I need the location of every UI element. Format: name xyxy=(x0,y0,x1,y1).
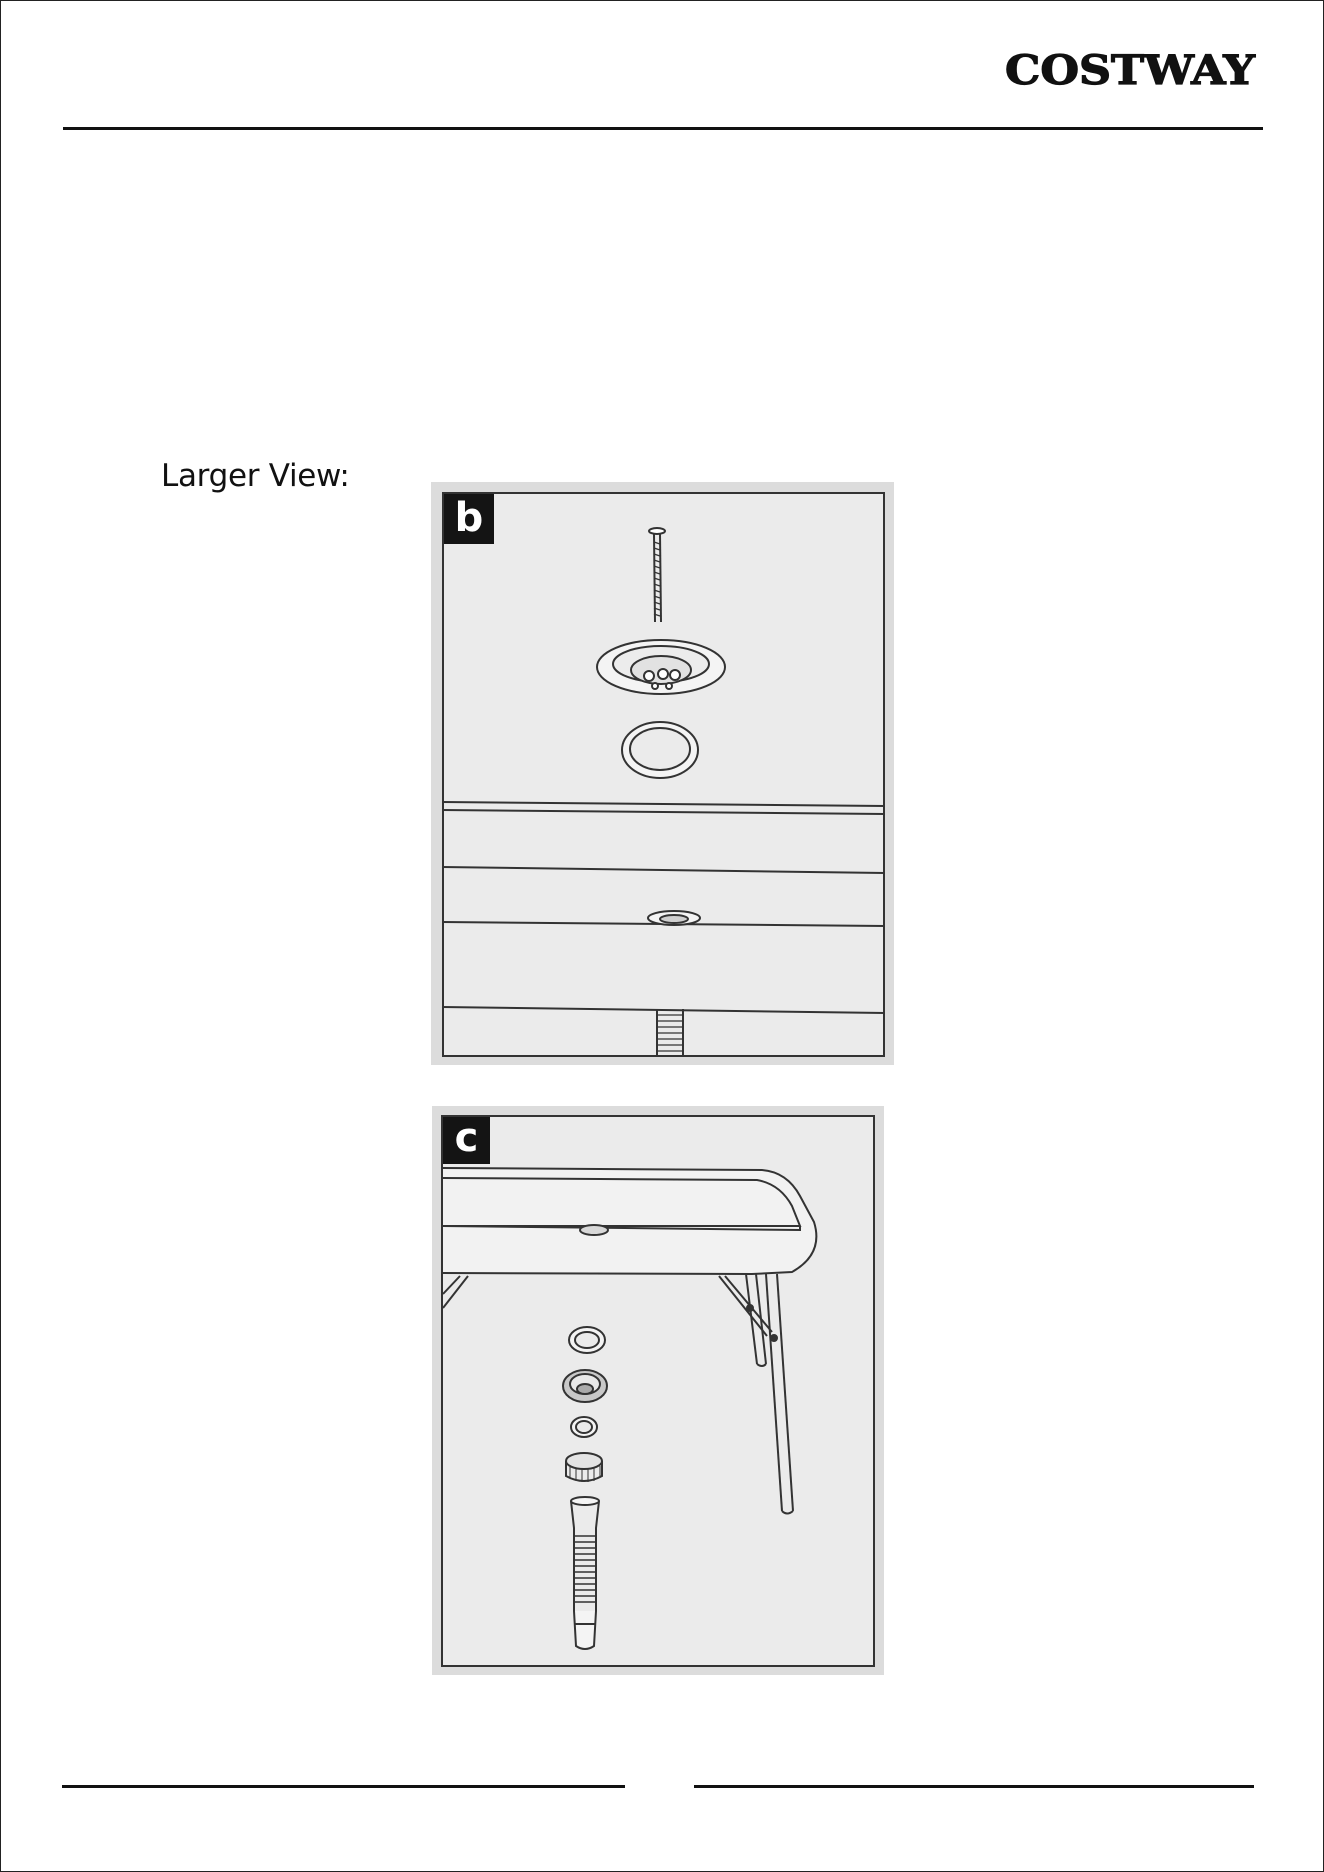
table-drain-illustration xyxy=(432,1106,884,1675)
illustration-panel-b xyxy=(431,482,894,1065)
footer-rule-left xyxy=(62,1785,625,1788)
sink-cross-section xyxy=(442,802,885,1013)
strainer-icon xyxy=(597,640,725,694)
table-drain-hole-icon xyxy=(580,1225,608,1235)
section-heading: Larger View: xyxy=(161,458,350,494)
illustration-panel-c xyxy=(432,1106,884,1675)
lock-nut-icon xyxy=(566,1453,602,1482)
small-washer-icon xyxy=(571,1417,597,1437)
drain-hose-icon xyxy=(657,1009,683,1057)
top-washer-icon xyxy=(569,1327,605,1353)
panel-b-label: b xyxy=(444,494,494,544)
drain-assembly-illustration xyxy=(431,482,894,1065)
panel-c-label: c xyxy=(443,1117,490,1164)
brand-wordmark: COSTWAY xyxy=(1005,47,1256,94)
flexible-hose-icon xyxy=(571,1497,599,1649)
bolt-icon xyxy=(649,528,665,622)
table-legs xyxy=(443,1274,793,1514)
footer-rule-right xyxy=(694,1785,1254,1788)
table-tub xyxy=(443,1168,816,1274)
costway-logo xyxy=(1005,42,1275,102)
drain-hole-icon xyxy=(648,911,700,925)
washer-icon xyxy=(622,722,698,778)
header-rule xyxy=(63,127,1263,130)
strainer-body-icon xyxy=(563,1370,607,1402)
